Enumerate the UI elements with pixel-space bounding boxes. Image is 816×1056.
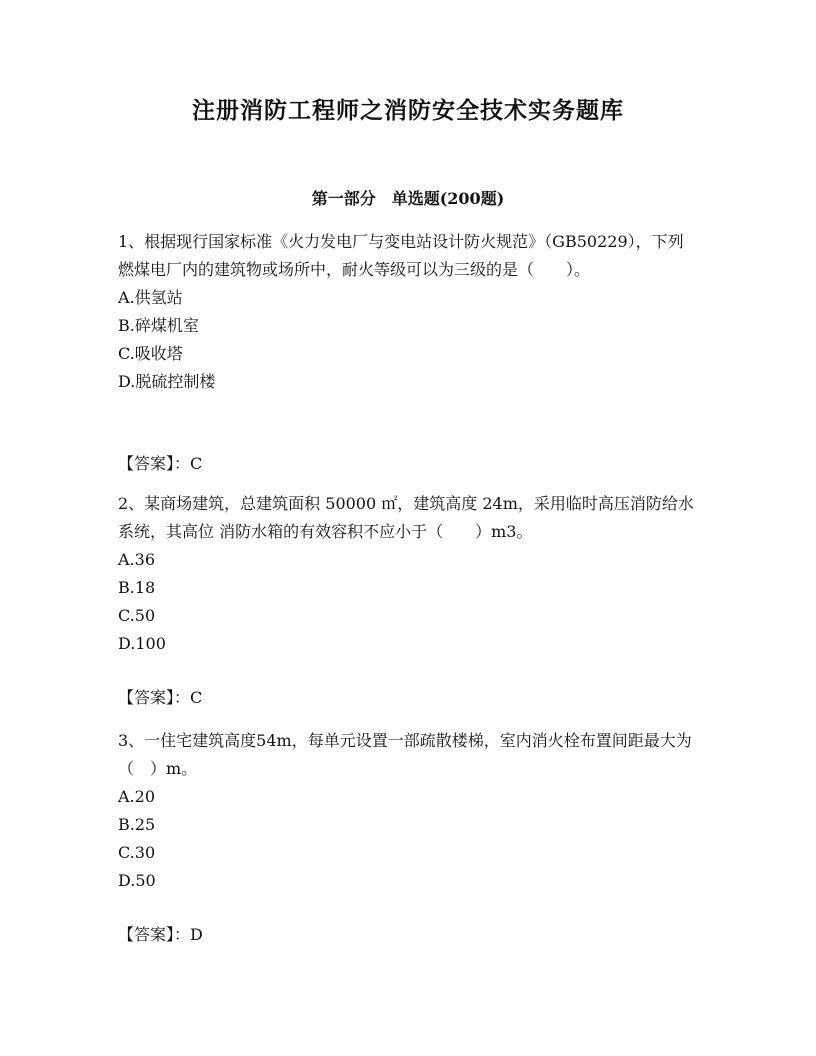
- question-3-option-b: B.25: [118, 815, 156, 834]
- answer-value: C: [190, 688, 203, 707]
- answer-label: 【答案】：: [118, 925, 191, 944]
- question-3: [118, 727, 698, 895]
- question-1-option-a: A.供氢站: [118, 288, 183, 307]
- question-1-text: 1、根据现行国家标准《火力发电厂与变电站设计防火规范》（GB50229），下列燃煤电厂内的建筑物或场所中，耐火等级可以为三级的是（ ）。: [118, 232, 684, 279]
- document-title: 注册消防工程师之消防安全技术实务题库: [192, 97, 624, 124]
- question-1: [118, 228, 698, 396]
- question-3-option-d: D.50: [118, 871, 156, 890]
- question-2-text: 2、某商场建筑，总建筑面积 50000 ㎡，建筑高度 24m，采用临时高压消防给水系统，其高位 消防水箱的有效容积不应小于（ ）m3。: [118, 494, 694, 541]
- answer-label: 【答案】：: [118, 454, 191, 473]
- question-2-option-b: B.18: [118, 578, 156, 597]
- question-3-text: 3、一住宅建筑高度54m，每单元设置一部疏散楼梯，室内消火栓布置间距最大为（ ）m。: [118, 731, 692, 778]
- question-3-option-a: A.20: [118, 787, 155, 806]
- answer-value: D: [190, 925, 203, 944]
- question-1-option-c: C.吸收塔: [118, 344, 183, 363]
- question-3-option-c: C.30: [118, 843, 156, 862]
- question-2-option-c: C.50: [118, 606, 156, 625]
- question-2-option-d: D.100: [118, 634, 166, 653]
- question-2-answer: [118, 684, 698, 712]
- question-2: [118, 490, 698, 658]
- answer-value: C: [190, 454, 203, 473]
- question-1-answer: [118, 450, 698, 478]
- answer-label: 【答案】：: [118, 688, 191, 707]
- question-2-option-a: A.36: [118, 550, 155, 569]
- section-title: 第一部分 单选题(200题): [311, 189, 505, 208]
- question-3-answer: [118, 921, 698, 949]
- question-1-option-d: D.脱硫控制楼: [118, 372, 216, 391]
- question-1-option-b: B.碎煤机室: [118, 316, 199, 335]
